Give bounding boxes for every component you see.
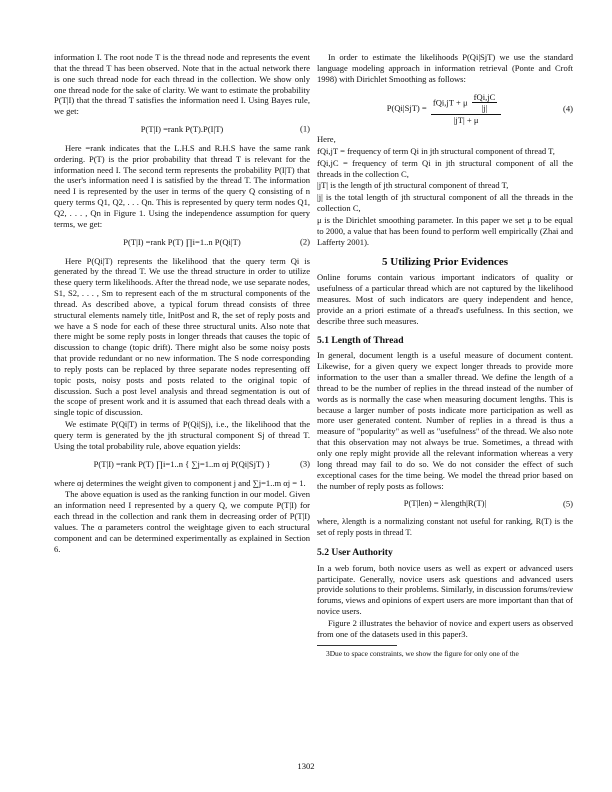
equation-4-lhs: P(Qi|SjT) = (386, 102, 427, 113)
equation-4-body (387, 92, 504, 127)
paragraph-left-3: Here P(Qi|T) represents the likelihood that the query term Qi is generated by the thread T. We use the thread structure in order to utilize these query term likelihoods. After the thread node, we use separate nodes, S1, S2, . . . , Sm to represent each of the m structural components of the thread. As described above, a typical forum thread consists of three structural elements namely title, InitPost and R, the set of reply posts and we have a S node for each of these three structural units. Also note that there might be some reply posts in longer threads that causes the topic of discussion to change (topic drift). There might also be some noisy posts that provide redundant or no new information. The S node corresponding to reply posts can be replaced by three separate nodes representing off topic posts, noisy posts and posts related to the original topic of discussion. Such a post level analysis and thread segmentation is out of the scope of present work and it is assumed that each thread deals with a single topic of discussion. (54, 255, 310, 418)
equation-4-numerator (431, 92, 501, 116)
equation-4-inner-fraction (472, 92, 498, 115)
equation-2-number: (2) (300, 236, 310, 247)
equation-1 (54, 124, 310, 135)
equation-4-inner-denominator: |j| (481, 103, 488, 114)
equation-5 (317, 498, 573, 509)
paragraph-right-1: In order to estimate the likelihoods P(Qi|SjT) we use the standard language modeling approach in information retrieval (Ponte and Croft 1998) with Dirichlet Smoothing as follows: (317, 52, 573, 84)
equation-5-where: where, λlength is a normalizing constant not useful for ranking, R(T) is the set of reply posts in thread T. (317, 517, 573, 538)
equation-2 (54, 237, 310, 248)
subsection-heading-authority: 5.2 User Authority (317, 546, 393, 558)
definition-2: fQi,jC = frequency of term Qi in jth structural component of all the threads in the collection C, (317, 157, 573, 179)
paragraph-left-2: Here =rank indicates that the L.H.S and R.H.S have the same rank ordering. P(T) is the prior probability that thread T is relevant for the information need I. The second term represents the probability P(I|T) that the user's information need I is satisfied by the thread T. The information need I is represented by the user in terms of the query Q consisting of n query terms Q1, Q2, . . . Qn. This is represented by query term nodes Q1, Q2, . . . , Qn in Figure 1. Using the independence assumption for query terms, we get: (54, 142, 310, 229)
footnote-divider (317, 645, 397, 646)
equation-4 (317, 92, 573, 127)
subsection-authority-paragraph-1: In a web forum, both novice users as well as expert or advanced users participate. Generally, novice users ask questions and advanced users provide solutions to their problems. Similarly, in discussion forums/review forums, views and opinions of expert users are more important than that of novice users. (317, 562, 573, 617)
equation-5-number: (5) (563, 498, 573, 509)
equation-3-number: (3) (300, 458, 310, 469)
section-heading: 5 Utilizing Prior Evidences (382, 255, 508, 268)
equation-1-body: P(T|I) =rank P(T).P(I|T) (140, 124, 224, 135)
paragraph-left-6: The above equation is used as the ranking function in our model. Given an information need I represented by a query Q, we compute P(T|I) for each thread in the collection and rank them in decreasing order of P(T|I) values. The α parameters control the weightage given to each structural component and can be determined experimentally as explained in Section 6. (54, 489, 310, 554)
page-number: 1302 (297, 761, 315, 771)
paragraph-left-5: where αj determines the weight given to component j and ∑j=1..m αj = 1. (54, 477, 306, 488)
left-column (54, 52, 310, 555)
subsection-authority-paragraph-2: Figure 2 illustrates the behavior of novice and expert users as observed from one of the datasets used in this paper3. (317, 617, 573, 639)
subsection-length-paragraph: In general, document length is a useful measure of document content. Likewise, for a given query we expect longer threads to provide more information to the user than a smaller thread. We define the length of a thread to be the number of replies in the thread instead of the number of words as is normally the case when measuring document lengths. This is because a larger number of posts indicate more participation as well as more user generated content. Number of replies in a thread is thus a measure of "popularity" as well as "usefulness" of the thread. We also note that this observation may not always be true. Sometimes, a thread with only one reply might provide all the relevant information whereas a very long thread may fail to do so. We do not consider the effect of such exceptional cases for the time being. We model the thread prior based on the number of reply posts as follows: (317, 350, 573, 491)
definition-1: fQi,jT = frequency of term Qi in jth structural component of thread T, (317, 145, 555, 156)
equation-5-body: P(T|len) = λlength|R(T)| (403, 498, 487, 509)
equation-1-number: (1) (300, 124, 310, 135)
paragraph-left-1: information I. The root node T is the thread node and represents the event that the thread T has been observed. Note that in the actual network there is one such thread node for each thread in the collection. We show only one thread node for the sake of clarity. We want to estimate the probability P(T|I) that the thread T satisfies the information need I. Using Bayes rule, we get: (54, 52, 310, 117)
equation-4-denominator: |jT| + μ (453, 115, 479, 126)
definition-4: |j| is the total length of jth structural component of all the threads in the collection C, (317, 192, 573, 214)
subsection-heading-length: 5.1 Length of Thread (317, 334, 404, 346)
footnote: 3Due to space constraints, we show the figure for only one of the (326, 648, 519, 658)
right-column (317, 52, 573, 659)
equation-2-body: P(T|I) =rank P(T) ∏i=1..n P(Qi|T) (123, 236, 241, 247)
section-paragraph: Online forums contain various important indicators of quality or usefulness of a particular thread which are not captured by the likelihood measures. Most of such indicators are query independent and hence, provide an a priori estimate of a thread's usefulness. In this section, we describe three such measures. (317, 272, 573, 326)
definition-5: μ is the Dirichlet smoothing parameter. In this paper we set μ to be equal to 2000, a value that has been found to perform well empirically (Zhai and Lafferty 2001). (317, 214, 573, 247)
equation-4-number: (4) (563, 103, 573, 114)
definition-3: |jT| is the length of jth structural component of thread T, (317, 180, 509, 191)
equation-4-numerator-text: fQi,jT + μ (432, 96, 468, 107)
equation-3 (54, 459, 310, 470)
equation-3-body: P(T|I) =rank P(T) ∏i=1..n { ∑j=1..m αj P(Qi|SjT) } (93, 458, 271, 469)
paragraph-left-4: We estimate P(Qi|T) in terms of P(Qi|Sj), i.e., the likelihood that the query term is generated by the jth structural component Sj of thread T. Using the total probability rule, above equation yields: (54, 419, 310, 451)
equation-4-inner-numerator: fQi,jC (473, 91, 496, 102)
here-label: Here, (317, 134, 336, 145)
equation-4-fraction (431, 92, 501, 127)
